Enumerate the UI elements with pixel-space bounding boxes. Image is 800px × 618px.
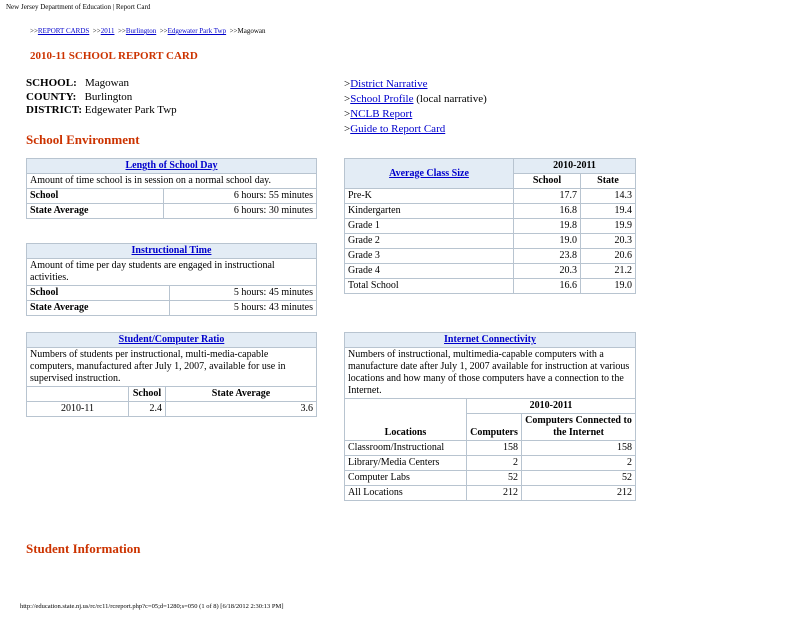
table-row: Grade 1 19.8 19.9 <box>345 219 636 234</box>
internet-connectivity-description: Numbers of instructional, multimedia-capable computers with a manufacture date after July 1, 2007 available for instruction at various locations and how many of those computers have a connection to the Internet. <box>345 348 636 399</box>
breadcrumb-report-cards[interactable]: REPORT CARDS <box>37 27 90 35</box>
length-of-day-description: Amount of time school is in session on a normal school day. <box>27 174 317 189</box>
link-guide[interactable]: Guide to Report Card <box>350 123 446 135</box>
table-row: State Average 5 hours: 43 minutes <box>27 301 317 316</box>
table-row: School 5 hours: 45 minutes <box>27 286 317 301</box>
table-row: Grade 3 23.8 20.6 <box>345 249 636 264</box>
breadcrumb-2011[interactable]: 2011 <box>100 27 115 35</box>
page-header: New Jersey Department of Education | Report Card <box>6 3 151 11</box>
table-row: School 6 hours: 55 minutes <box>27 189 317 204</box>
table-row: State Average 6 hours: 30 minutes <box>27 204 317 219</box>
table-row: Computer Labs 52 52 <box>345 471 636 486</box>
internet-connectivity-table: Internet Connectivity Numbers of instructional, multimedia-capable computers with a manufacture date after July 1, 2007 available for instruction at various locations and how many of those computers have a connection to the Internet. Locations 2010-2011 Computers Computers Connected to the Internet Classroom/Instructional 158 158 Library/Media Centers 2 2 Computer Labs 52 52 All Locations 212 212 <box>344 332 636 501</box>
student-computer-ratio-header-link[interactable]: Student/Computer Ratio <box>118 334 225 345</box>
length-of-day-table <box>26 158 317 219</box>
page-title: 2010-11 SCHOOL REPORT CARD <box>30 50 198 62</box>
student-computer-ratio-table: Student/Computer Ratio Numbers of students per instructional, multi-media-capable computers, manufactured after July 1, 2007, available for use in supervised instruction. School State Average 2010-11 2.4 3.6 <box>26 332 317 417</box>
table-row: Pre-K 17.7 14.3 <box>345 189 636 204</box>
table-row: Grade 4 20.3 21.2 <box>345 264 636 279</box>
section-student-information: Student Information <box>26 541 141 556</box>
link-school-profile[interactable]: School Profile <box>350 93 414 105</box>
internet-connectivity-header-link[interactable]: Internet Connectivity <box>444 334 536 345</box>
breadcrumb-current: Magowan <box>237 27 266 35</box>
student-computer-ratio-description: Numbers of students per instructional, multi-media-capable computers, manufactured after July 1, 2007, available for use in supervised instruction. <box>27 348 317 387</box>
class-size-header-link[interactable]: Average Class Size <box>389 167 469 179</box>
table-row: Grade 2 19.0 20.3 <box>345 234 636 249</box>
narrative-links: >District Narrative >School Profile (local narrative) >NCLB Report >Guide to Report Card <box>344 78 487 135</box>
breadcrumb-edgewater-park[interactable]: Edgewater Park Twp <box>167 27 227 35</box>
county-name: Burlington <box>84 90 133 103</box>
link-nclb-report[interactable]: NCLB Report <box>350 108 413 120</box>
instructional-time-header-link[interactable]: Instructional Time <box>131 245 212 256</box>
page-footer: http://education.state.nj.us/rc/rc11/rcreport.php?c=05;d=1280;s=050 (1 of 8) [6/18/2012 2:30:13 PM] <box>20 603 284 610</box>
table-row: 2010-11 2.4 3.6 <box>27 402 317 417</box>
breadcrumb-burlington[interactable]: Burlington <box>125 27 157 35</box>
school-info: SCHOOL: Magowan COUNTY: Burlington DISTRICT: Edgewater Park Twp <box>26 77 177 116</box>
instructional-time-description: Amount of time per day students are engaged in instructional activities. <box>27 259 317 286</box>
section-school-environment: School Environment <box>26 132 140 147</box>
table-row: Kindergarten 16.8 19.4 <box>345 204 636 219</box>
table-row: Total School 16.6 19.0 <box>345 279 636 294</box>
link-district-narrative[interactable]: District Narrative <box>350 78 428 90</box>
length-of-day-header-link[interactable]: Length of School Day <box>125 160 218 171</box>
school-name: Magowan <box>84 77 129 89</box>
district-name: Edgewater Park Twp <box>84 104 177 116</box>
instructional-time-table <box>26 243 317 316</box>
breadcrumb: >>REPORT CARDS >>2011 >>Burlington >>Edgewater Park Twp >>Magowan <box>30 27 266 35</box>
table-row: Classroom/Instructional 158 158 <box>345 441 636 456</box>
class-size-table: Average Class Size 2010-2011 School State Pre-K 17.7 14.3 Kindergarten 16.8 19.4 Grade 1 19.8 19.9 Grade 2 19.0 20.3 Grade 3 23.8 20.6 Grade 4 20.3 21.2 Total School 16.6 19.0 <box>344 158 636 294</box>
table-row: All Locations 212 212 <box>345 486 636 501</box>
table-row: Library/Media Centers 2 2 <box>345 456 636 471</box>
